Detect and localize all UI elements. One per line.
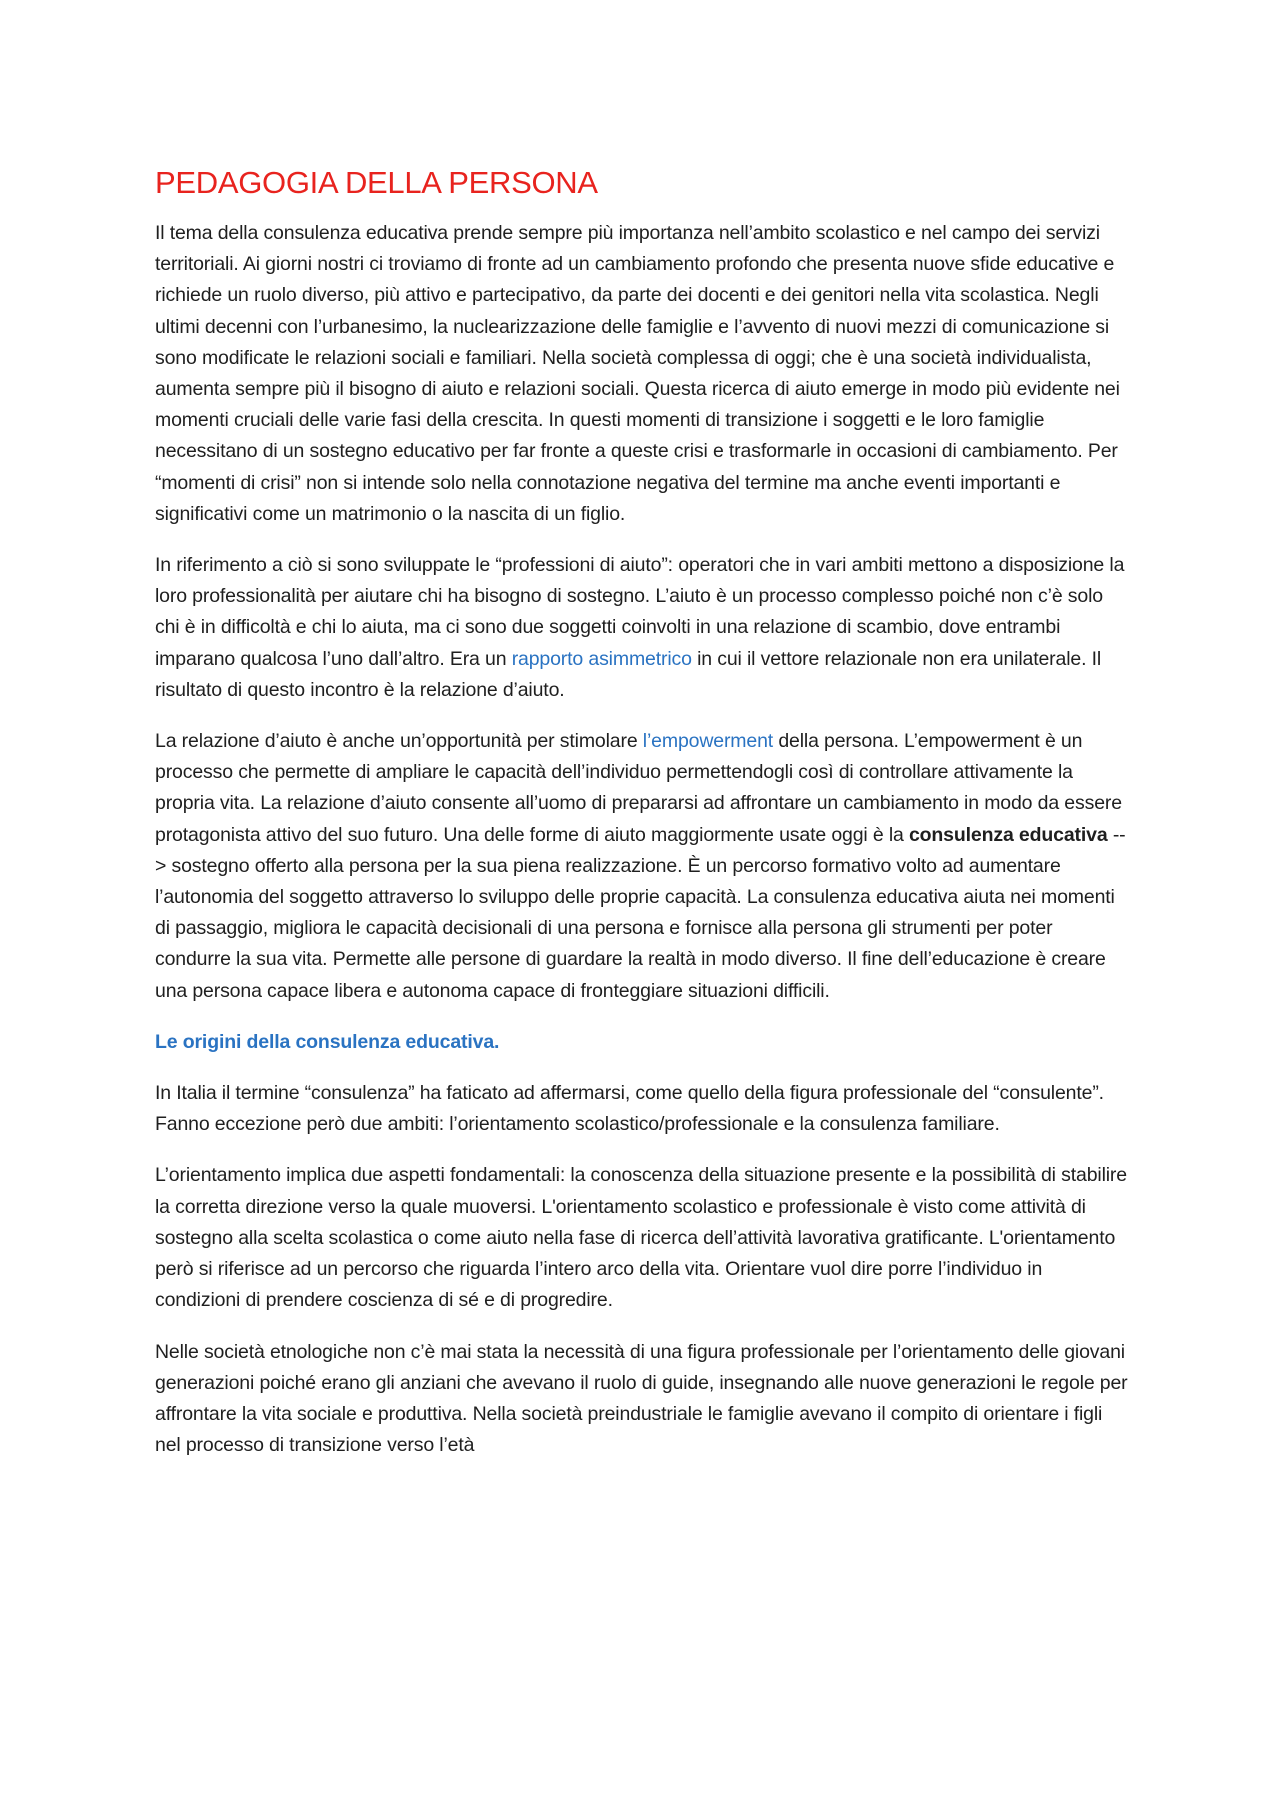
- text-span: In riferimento a ciò si sono sviluppate le “professioni di aiuto”: operatori che in vari ambiti mettono a disposizione la loro professionalità per aiutare chi ha bisogno di sostegno. L’aiuto è un processo complesso poiché non c’è solo chi è in difficoltà e chi lo aiuta, ma ci sono due soggetti coinvolti in una relazione di scambio, dove entrambi imparano qualcosa l’uno dall’altro. Era un: [155, 554, 1125, 670]
- paragraph-helping-professions: [155, 550, 1130, 706]
- link-rapporto-asimmetrico[interactable]: rapporto asimmetrico: [511, 647, 692, 670]
- paragraph-orientation: L’orientamento implica due aspetti fondamentali: la conoscenza della situazione presente e la possibilità di stabilire la corretta direzione verso la quale muoversi. L'orientamento scolastico e professionale è visto come attività di sostegno alla scelta scolastica o come aiuto nella fase di ricerca dell’attività lavorativa gratificante. L'orientamento però si riferisce ad un percorso che riguarda l’intero arco della vita. Orientare vuol dire porre l’individuo in condizioni di prendere coscienza di sé e di progredire.: [155, 1164, 1127, 1312]
- text-span: --> sostegno offerto alla persona per la sua piena realizzazione. È un percorso formativo volto ad aumentare l’autonomia del soggetto attraverso lo sviluppo delle proprie capacità. La consulenza educativa aiuta nei momenti di passaggio, migliora le capacità decisionali di una persona e fornisce alla persona gli strumenti per poter condurre la sua vita. Permette alle persone di guardare la realtà in modo diverso. Il fine dell’educazione è creare una persona capace libera e autonoma capace di fronteggiare situazioni difficili.: [155, 823, 1126, 1002]
- paragraph-italy: In Italia il termine “consulenza” ha faticato ad affermarsi, come quello della figura professionale del “consulente”. Fanno eccezione però due ambiti: l’orientamento scolastico/professionale e la consulenza familiare.: [155, 1082, 1104, 1136]
- text-span: in cui il vettore relazionale non era unilaterale. Il risultato di questo incontro è la relazione d’aiuto.: [155, 647, 1102, 701]
- paragraph-empowerment: [155, 726, 1130, 1007]
- section-heading: Le origini della consulenza educativa.: [155, 1030, 500, 1053]
- text-span: La relazione d’aiuto è anche un’opportunità per stimolare: [155, 730, 643, 753]
- text-span: della persona. L’empowerment è un processo che permette di ampliare le capacità dell’individuo permettendogli così di controllare attivamente la propria vita. La relazione d’aiuto consente all’uomo di prepararsi ad affrontare un cambiamento in modo da essere protagonista attivo del suo futuro. Una delle forme di aiuto maggiormente usate oggi è la: [155, 730, 1122, 846]
- paragraph-intro: Il tema della consulenza educativa prende sempre più importanza nell’ambito scolastico e nel campo dei servizi territoriali. Ai giorni nostri ci troviamo di fronte ad un cambiamento profondo che presenta nuove sfide educative e richiede un ruolo diverso, più attivo e partecipativo, da parte dei docenti e dei genitori nella vita scolastica. Negli ultimi decenni con l’urbanesimo, la nuclearizzazione delle famiglie e l’avvento di nuovi mezzi di comunicazione si sono modificate le relazioni sociali e familiari. Nella società complessa di oggi; che è una società individualista, aumenta sempre più il bisogno di aiuto e relazioni sociali. Questa ricerca di aiuto emerge in modo più evidente nei momenti cruciali delle varie fasi della crescita. In questi momenti di transizione i soggetti e le loro famiglie necessitano di un sostegno educativo per far fronte a queste crisi e trasformarle in occasioni di cambiamento. Per “momenti di crisi” non si intende solo nella connotazione negativa del termine ma anche eventi importanti e significativi come un matrimonio o la nascita di un figlio.: [155, 222, 1120, 525]
- page-title: PEDAGOGIA DELLA PERSONA: [155, 165, 598, 200]
- link-empowerment[interactable]: l’empowerment: [642, 730, 774, 753]
- bold-term: consulenza educativa: [908, 823, 1108, 846]
- paragraph-ethnological-societies: Nelle società etnologiche non c’è mai stata la necessità di una figura professionale per l’orientamento delle giovani generazioni poiché erano gli anziani che avevano il ruolo di guide, insegnando alle nuove generazioni le regole per affrontare la vita sociale e produttiva. Nella società preindustriale le famiglie avevano il compito di orientare i figli nel processo di transizione verso l’età: [155, 1340, 1128, 1457]
